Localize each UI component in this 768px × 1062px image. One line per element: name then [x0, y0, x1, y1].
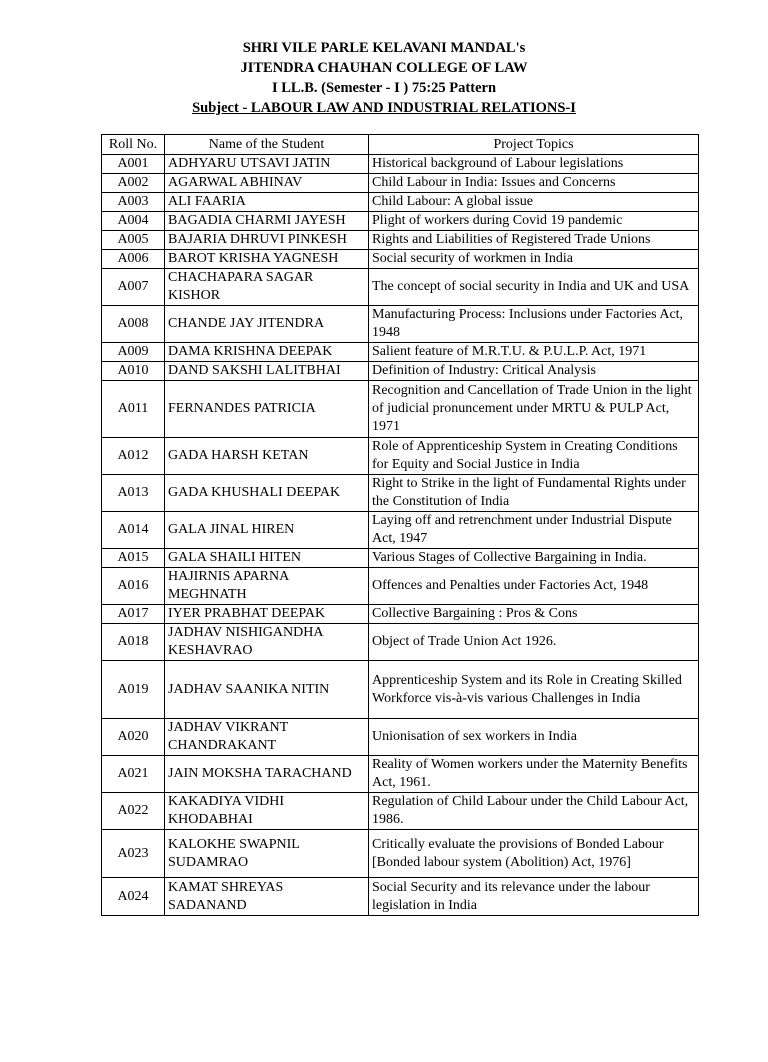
- roll-cell: A010: [102, 362, 165, 381]
- roll-cell: A004: [102, 212, 165, 231]
- table-row: [102, 174, 699, 193]
- topic-cell: Definition of Industry: Critical Analysis: [369, 362, 699, 381]
- table-row: [102, 212, 699, 231]
- topic-cell: Historical background of Labour legislations: [369, 155, 699, 174]
- roll-cell: A006: [102, 250, 165, 269]
- name-cell: FERNANDES PATRICIA: [165, 381, 369, 438]
- roll-cell: A017: [102, 605, 165, 624]
- name-cell: CHANDE JAY JITENDRA: [165, 306, 369, 343]
- name-cell: GADA HARSH KETAN: [165, 438, 369, 475]
- table-row: [102, 793, 699, 830]
- roll-cell: A013: [102, 475, 165, 512]
- table-row: [102, 381, 699, 438]
- roll-cell: A005: [102, 231, 165, 250]
- table-row: [102, 661, 699, 719]
- table-row: [102, 549, 699, 568]
- table-row: [102, 362, 699, 381]
- roll-cell: A002: [102, 174, 165, 193]
- name-cell: GADA KHUSHALI DEEPAK: [165, 475, 369, 512]
- topic-cell: Recognition and Cancellation of Trade Union in the light of judicial pronuncement under MRTU & PULP Act, 1971: [369, 381, 699, 438]
- subject-title: Subject - LABOUR LAW AND INDUSTRIAL RELATIONS-I: [192, 100, 576, 116]
- topic-cell: Social Security and its relevance under the labour legislation in India: [369, 878, 699, 916]
- table-row: [102, 306, 699, 343]
- college-name: JITENDRA CHAUHAN COLLEGE OF LAW: [240, 60, 528, 76]
- project-topics-table: [101, 134, 699, 916]
- topic-cell: Right to Strike in the light of Fundamental Rights under the Constitution of India: [369, 475, 699, 512]
- table-row: [102, 878, 699, 916]
- column-header-name: Name of the Student: [165, 135, 369, 155]
- table-row: [102, 269, 699, 306]
- topic-cell: Plight of workers during Covid 19 pandemic: [369, 212, 699, 231]
- topic-cell: Collective Bargaining : Pros & Cons: [369, 605, 699, 624]
- table-body: [102, 155, 699, 916]
- table-header-row: [102, 135, 699, 155]
- topic-cell: Critically evaluate the provisions of Bonded Labour [Bonded labour system (Abolition) Act, 1976]: [369, 830, 699, 878]
- roll-cell: A009: [102, 343, 165, 362]
- institution-name: SHRI VILE PARLE KELAVANI MANDAL's: [242, 40, 526, 56]
- name-cell: IYER PRABHAT DEEPAK: [165, 605, 369, 624]
- column-header-topic: Project Topics: [369, 135, 699, 155]
- topic-cell: Rights and Liabilities of Registered Trade Unions: [369, 231, 699, 250]
- table-row: [102, 756, 699, 793]
- name-cell: KALOKHE SWAPNIL SUDAMRAO: [165, 830, 369, 878]
- topic-cell: Various Stages of Collective Bargaining in India.: [369, 549, 699, 568]
- name-cell: AGARWAL ABHINAV: [165, 174, 369, 193]
- roll-cell: A020: [102, 719, 165, 756]
- name-cell: KAKADIYA VIDHI KHODABHAI: [165, 793, 369, 830]
- table-row: [102, 231, 699, 250]
- name-cell: KAMAT SHREYAS SADANAND: [165, 878, 369, 916]
- topic-cell: Unionisation of sex workers in India: [369, 719, 699, 756]
- name-cell: DAND SAKSHI LALITBHAI: [165, 362, 369, 381]
- topic-cell: The concept of social security in India and UK and USA: [369, 269, 699, 306]
- name-cell: CHACHAPARA SAGAR KISHOR: [165, 269, 369, 306]
- table-row: [102, 155, 699, 174]
- table-row: [102, 250, 699, 269]
- roll-cell: A022: [102, 793, 165, 830]
- topic-cell: Child Labour: A global issue: [369, 193, 699, 212]
- roll-cell: A012: [102, 438, 165, 475]
- name-cell: HAJIRNIS APARNA MEGHNATH: [165, 568, 369, 605]
- table-row: [102, 438, 699, 475]
- name-cell: ALI FAARIA: [165, 193, 369, 212]
- table-row: [102, 605, 699, 624]
- topic-cell: Salient feature of M.R.T.U. & P.U.L.P. Act, 1971: [369, 343, 699, 362]
- roll-cell: A014: [102, 512, 165, 549]
- table-row: [102, 624, 699, 661]
- name-cell: ADHYARU UTSAVI JATIN: [165, 155, 369, 174]
- roll-cell: A018: [102, 624, 165, 661]
- roll-cell: A003: [102, 193, 165, 212]
- column-header-roll: Roll No.: [102, 135, 165, 155]
- table-row: [102, 193, 699, 212]
- name-cell: BAJARIA DHRUVI PINKESH: [165, 231, 369, 250]
- roll-cell: A008: [102, 306, 165, 343]
- roll-cell: A016: [102, 568, 165, 605]
- topic-cell: Reality of Women workers under the Maternity Benefits Act, 1961.: [369, 756, 699, 793]
- name-cell: DAMA KRISHNA DEEPAK: [165, 343, 369, 362]
- course-line: I LL.B. (Semester - I ) 75:25 Pattern: [271, 80, 497, 96]
- name-cell: GALA JINAL HIREN: [165, 512, 369, 549]
- topic-cell: Social security of workmen in India: [369, 250, 699, 269]
- topic-cell: Role of Apprenticeship System in Creating Conditions for Equity and Social Justice in India: [369, 438, 699, 475]
- table-row: [102, 830, 699, 878]
- topic-cell: Object of Trade Union Act 1926.: [369, 624, 699, 661]
- topic-cell: Apprenticeship System and its Role in Creating Skilled Workforce vis-à-vis various Challenges in India: [369, 661, 699, 719]
- table-row: [102, 475, 699, 512]
- name-cell: JAIN MOKSHA TARACHAND: [165, 756, 369, 793]
- roll-cell: A015: [102, 549, 165, 568]
- name-cell: JADHAV NISHIGANDHA KESHAVRAO: [165, 624, 369, 661]
- roll-cell: A024: [102, 878, 165, 916]
- topic-cell: Offences and Penalties under Factories Act, 1948: [369, 568, 699, 605]
- topic-cell: Child Labour in India: Issues and Concerns: [369, 174, 699, 193]
- name-cell: BAGADIA CHARMI JAYESH: [165, 212, 369, 231]
- topic-cell: Laying off and retrenchment under Industrial Dispute Act, 1947: [369, 512, 699, 549]
- name-cell: BAROT KRISHA YAGNESH: [165, 250, 369, 269]
- topic-cell: Manufacturing Process: Inclusions under Factories Act, 1948: [369, 306, 699, 343]
- roll-cell: A001: [102, 155, 165, 174]
- table-row: [102, 719, 699, 756]
- roll-cell: A023: [102, 830, 165, 878]
- table-row: [102, 568, 699, 605]
- topic-cell: Regulation of Child Labour under the Child Labour Act, 1986.: [369, 793, 699, 830]
- roll-cell: A011: [102, 381, 165, 438]
- table-row: [102, 512, 699, 549]
- roll-cell: A021: [102, 756, 165, 793]
- roll-cell: A007: [102, 269, 165, 306]
- name-cell: JADHAV SAANIKA NITIN: [165, 661, 369, 719]
- name-cell: GALA SHAILI HITEN: [165, 549, 369, 568]
- document-header: [0, 38, 768, 118]
- roll-cell: A019: [102, 661, 165, 719]
- table-row: [102, 343, 699, 362]
- name-cell: JADHAV VIKRANT CHANDRAKANT: [165, 719, 369, 756]
